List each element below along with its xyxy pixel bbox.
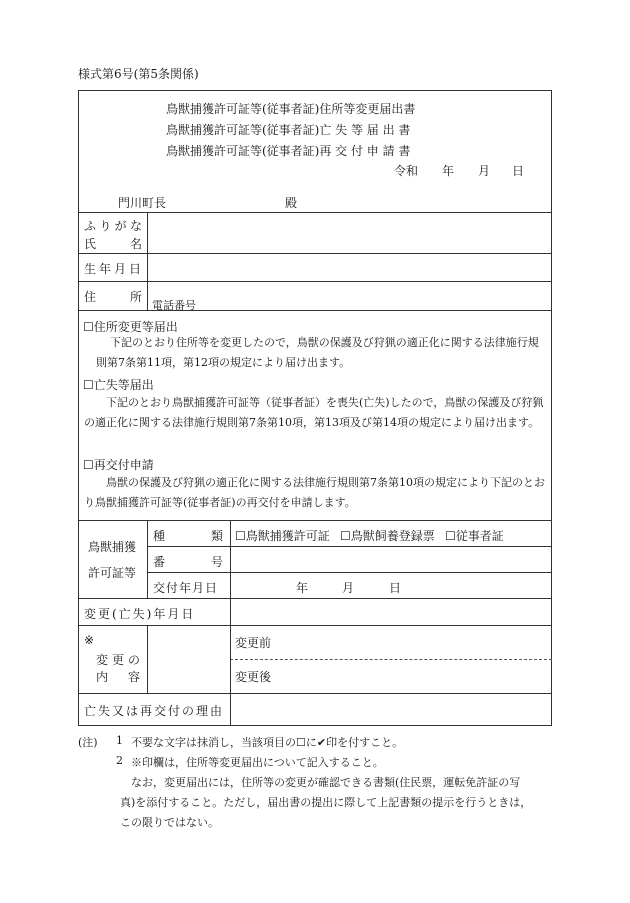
reissue-checkbox[interactable]: ☐ — [83, 458, 94, 472]
title-change: 鳥獣捕獲許可証等(従事者証)住所等変更届出書 — [166, 102, 416, 116]
note-2-sub-line-2: 真)を添付すること。ただし，届出書の提出に際して上記書類の提示を行うときは， — [120, 796, 532, 809]
label-char: 類 — [210, 529, 223, 543]
number-label — [153, 553, 223, 570]
permit-group-label-2: 許可証等 — [88, 566, 137, 580]
loss-section-heading: ☐亡失等届出 — [83, 378, 154, 392]
note-1-number: 1 — [116, 734, 123, 747]
change-section-heading: ☐住所変更等届出 — [83, 320, 178, 334]
issue-day-label: 日 — [389, 581, 402, 595]
label-char: の — [127, 653, 140, 667]
label-char: な — [129, 219, 142, 233]
divider — [78, 281, 552, 282]
note-2-sub-line-1: なお，変更届出には，住所等の変更が確認できる書類(住民票，運転免許証の写 — [131, 776, 521, 789]
divider — [78, 693, 552, 694]
reason-label: 亡失又は再交付の理由 — [84, 704, 225, 718]
name-label — [84, 235, 142, 252]
divider — [78, 310, 552, 311]
change-checkbox[interactable]: ☐ — [83, 320, 94, 334]
label-char: 所 — [129, 290, 142, 304]
honorific: 殿 — [285, 196, 298, 210]
form-number: 様式第6号(第5条関係) — [78, 67, 199, 81]
label-char: 更 — [111, 653, 124, 667]
divider — [78, 625, 552, 626]
change-section-text: 下記のとおり住所等を変更したので，鳥獣の保護及び狩猟の適正化に関する法律施行規則第7条第11項，第12項の規定により届け出ます。 — [96, 336, 539, 369]
date-day-label: 日 — [512, 164, 525, 178]
divider — [147, 546, 552, 547]
type-option-registration[interactable]: ☐鳥獣飼養登録票 — [340, 529, 435, 543]
divider — [230, 520, 231, 726]
label-char: 内 — [96, 670, 109, 684]
divider — [78, 212, 552, 213]
divider — [78, 520, 552, 521]
divider — [147, 625, 148, 693]
loss-checkbox[interactable]: ☐ — [83, 378, 94, 392]
change-date-label: 変更(亡失)年月日 — [84, 607, 196, 621]
divider — [78, 598, 552, 599]
change-after-label: 変更後 — [235, 670, 272, 684]
reissue-section-text: 鳥獣の保護及び狩猟の適正化に関する法律施行規則第7条第10項の規定により下記のとおり鳥獣捕獲許可証等(従事者証)の再交付を申請します。 — [84, 476, 545, 509]
note-2-text: ※印欄は，住所等変更届出について記入すること。 — [131, 756, 384, 769]
addressee: 門川町長 — [118, 196, 167, 210]
divider — [147, 212, 148, 310]
label-char: 変 — [96, 653, 109, 667]
title-reissue: 鳥獣捕獲許可証等(従事者証)再 交 付 申 請 書 — [166, 144, 411, 158]
label-char: 種 — [153, 529, 166, 543]
permit-group-label-1: 鳥獣捕獲 — [88, 540, 137, 554]
date-month-label: 月 — [478, 164, 491, 178]
reissue-section-heading: ☐再交付申請 — [83, 458, 154, 472]
date-year-label: 年 — [442, 164, 455, 178]
label-char: 住 — [84, 290, 97, 304]
note-2-number: 2 — [116, 754, 123, 767]
type-option-permit[interactable]: ☐鳥獣捕獲許可証 — [235, 529, 330, 543]
change-before-label: 変更前 — [235, 636, 272, 650]
date-era: 令和 — [394, 164, 419, 178]
label-char: ふ — [84, 219, 97, 233]
asterisk-mark: ※ — [84, 633, 95, 647]
issue-year-label: 年 — [296, 581, 309, 595]
birth-date-label: 生年月日 — [84, 262, 145, 276]
label-char: 号 — [210, 555, 223, 569]
issue-month-label: 月 — [342, 581, 355, 595]
note-2-sub-line-3: この限りではない。 — [120, 816, 219, 829]
change-content-label-1 — [96, 651, 140, 668]
issue-date-label: 交付年月日 — [153, 581, 219, 595]
type-label — [153, 527, 223, 544]
furigana-label — [84, 217, 142, 234]
address-label — [84, 288, 142, 305]
notes-heading: (注) — [78, 736, 98, 749]
label-char: が — [114, 219, 127, 233]
phone-label: 電話番号 — [152, 299, 196, 312]
note-1-text: 不要な文字は抹消し，当該項目の☐に✔印を付すこと。 — [131, 736, 404, 749]
change-content-label-2 — [96, 668, 140, 685]
label-char: 容 — [127, 670, 140, 684]
divider — [78, 253, 552, 254]
loss-section-text: 下記のとおり鳥獣捕獲許可証等（従事者証）を喪失(亡失)したので，鳥獣の保護及び狩猟の適正化に関する法律施行規則第7条第10項，第13項及び第14項の規定により届け出ます。 — [84, 396, 544, 429]
dashed-divider — [230, 659, 552, 660]
label-char: 番 — [153, 555, 166, 569]
divider — [147, 520, 148, 598]
label-char: り — [99, 219, 112, 233]
divider — [147, 572, 552, 573]
title-loss: 鳥獣捕獲許可証等(従事者証)亡 失 等 届 出 書 — [166, 123, 411, 137]
type-option-worker-cert[interactable]: ☐従事者証 — [445, 529, 504, 543]
label-char: 氏 — [84, 237, 97, 251]
label-char: 名 — [129, 237, 142, 251]
